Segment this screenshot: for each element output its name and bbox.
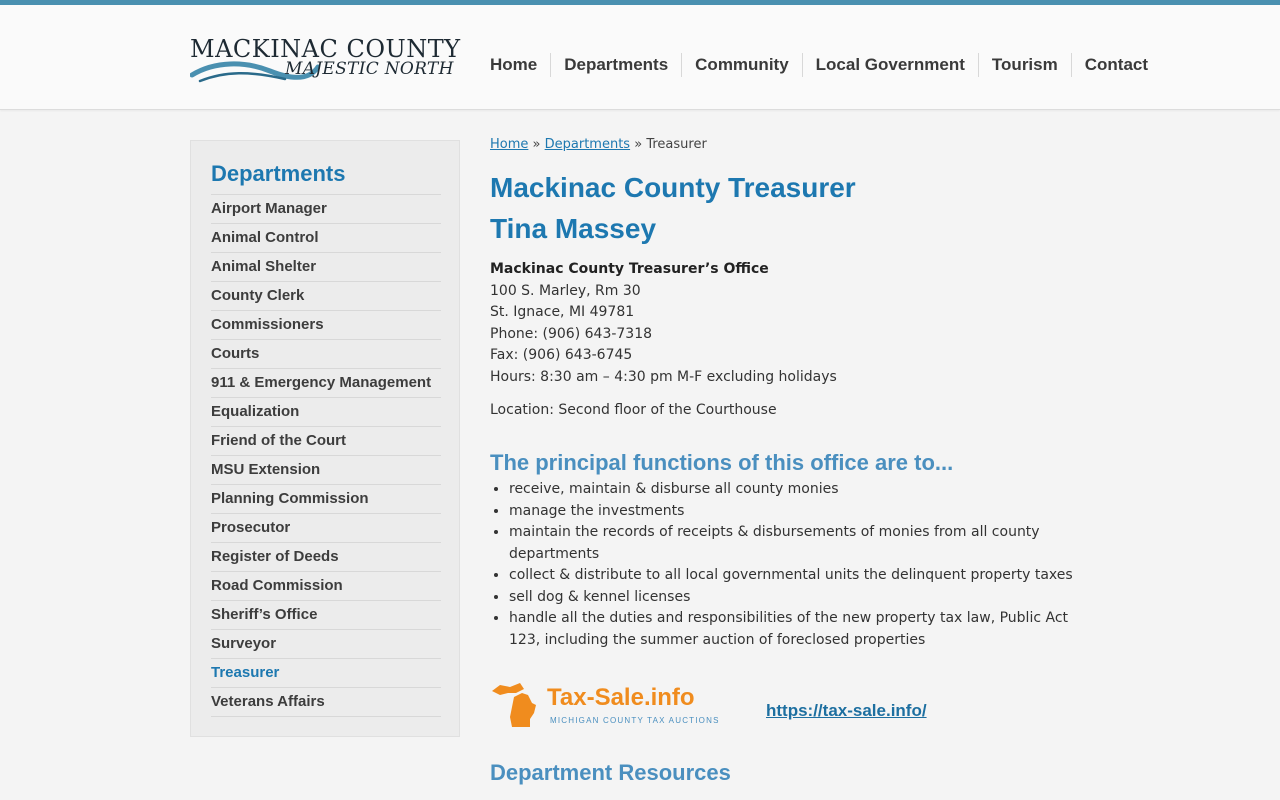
- sidebar-item-911-emergency[interactable]: 911 & Emergency Management: [211, 368, 441, 397]
- sidebar-item-veterans-affairs[interactable]: Veterans Affairs: [211, 687, 441, 717]
- office-fax: Fax: (906) 643-6745: [490, 347, 633, 363]
- nav-tourism[interactable]: Tourism: [978, 53, 1071, 77]
- list-item: • maintain the records of receipts & disbursements of monies from all county departments: [509, 522, 1080, 565]
- main-nav: [480, 53, 1161, 77]
- nav-departments[interactable]: Departments: [550, 53, 681, 77]
- sidebar-item-friend-of-court[interactable]: Friend of the Court: [211, 426, 441, 455]
- sidebar-item-treasurer[interactable]: Treasurer: [211, 658, 441, 687]
- sidebar-item-register-of-deeds[interactable]: Register of Deeds: [211, 542, 441, 571]
- page-title-line2: Tina Massey: [490, 213, 657, 244]
- sidebar-heading: Departments: [211, 161, 346, 186]
- tax-sale-tagline: MICHIGAN COUNTY TAX AUCTIONS: [550, 716, 720, 725]
- office-hours: Hours: 8:30 am – 4:30 pm M-F excluding holidays: [490, 368, 837, 385]
- breadcrumb-separator: »: [634, 137, 643, 152]
- nav-community[interactable]: Community: [681, 53, 802, 77]
- functions-heading: The principal functions of this office are to...: [490, 450, 954, 475]
- site-header: [0, 5, 1280, 110]
- main-content: [490, 137, 1080, 741]
- breadcrumb-separator: »: [532, 137, 541, 152]
- sidebar-item-surveyor[interactable]: Surveyor: [211, 629, 441, 658]
- tax-sale-banner: [490, 681, 1080, 741]
- page-title: [490, 167, 1080, 249]
- logo-subtitle: MAJESTIC NORTH: [285, 59, 454, 79]
- tax-sale-brand: Tax-Sale.info: [547, 684, 695, 711]
- sidebar-item-road-commission[interactable]: Road Commission: [211, 571, 441, 600]
- office-contact: [490, 259, 1080, 388]
- michigan-icon: [490, 681, 546, 729]
- office-address-line2: St. Ignace, MI 49781: [490, 304, 635, 320]
- functions-list: [490, 479, 1080, 651]
- sidebar-item-airport-manager[interactable]: Airport Manager: [211, 194, 441, 223]
- office-phone: Phone: (906) 643-7318: [490, 325, 653, 342]
- office-address-line1: 100 S. Marley, Rm 30: [490, 282, 641, 299]
- breadcrumb-departments-link[interactable]: Departments: [544, 137, 631, 152]
- list-item: • sell dog & kennel licenses: [509, 587, 1080, 609]
- tax-sale-link[interactable]: https://tax-sale.info/: [766, 701, 927, 720]
- office-location: Location: Second floor of the Courthouse: [490, 402, 777, 418]
- breadcrumb-home-link[interactable]: Home: [490, 137, 529, 152]
- sidebar-item-animal-control[interactable]: Animal Control: [211, 223, 441, 252]
- tax-sale-logo[interactable]: [490, 681, 730, 731]
- breadcrumb-current: Treasurer: [646, 137, 707, 152]
- breadcrumb: [490, 137, 1080, 153]
- sidebar-item-sheriffs-office[interactable]: Sheriff’s Office: [211, 600, 441, 629]
- nav-local-government[interactable]: Local Government: [802, 53, 978, 77]
- page-title-line1: Mackinac County Treasurer: [490, 172, 856, 203]
- site-logo[interactable]: [190, 35, 460, 85]
- sidebar-item-courts[interactable]: Courts: [211, 339, 441, 368]
- departments-list: [211, 194, 441, 717]
- departments-sidebar: [190, 140, 460, 737]
- sidebar-item-prosecutor[interactable]: Prosecutor: [211, 513, 441, 542]
- list-item: • collect & distribute to all local governmental units the delinquent property taxes: [509, 565, 1080, 587]
- sidebar-item-animal-shelter[interactable]: Animal Shelter: [211, 252, 441, 281]
- list-item: • receive, maintain & disburse all county monies: [509, 479, 1080, 501]
- nav-contact[interactable]: Contact: [1071, 53, 1161, 77]
- sidebar-item-equalization[interactable]: Equalization: [211, 397, 441, 426]
- nav-home[interactable]: Home: [490, 55, 538, 74]
- list-item: • handle all the duties and responsibilities of the new property tax law, Public Act 123, including the summer auction of foreclosed properties: [509, 608, 1080, 651]
- sidebar-item-planning-commission[interactable]: Planning Commission: [211, 484, 441, 513]
- logo-title: MACKINAC COUNTY: [190, 35, 461, 63]
- sidebar-item-county-clerk[interactable]: County Clerk: [211, 281, 441, 310]
- resources-heading: Department Resources: [490, 760, 731, 785]
- office-name: Mackinac County Treasurer’s Office: [490, 261, 769, 277]
- sidebar-item-commissioners[interactable]: Commissioners: [211, 310, 441, 339]
- sidebar-item-msu-extension[interactable]: MSU Extension: [211, 455, 441, 484]
- list-item: • manage the investments: [509, 501, 1080, 523]
